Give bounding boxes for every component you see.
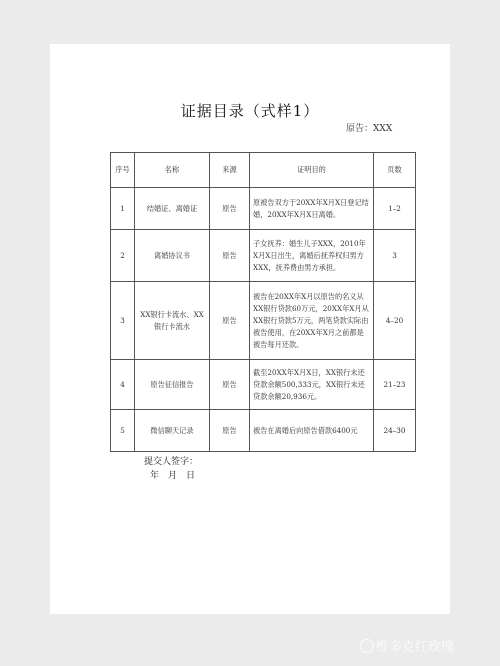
row-no: 4	[111, 360, 135, 410]
row-name: XX银行卡流水、XX银行卡流水	[135, 282, 210, 360]
table-row	[111, 360, 416, 410]
document-page	[50, 44, 450, 614]
header-name: 名称	[135, 153, 210, 188]
header-purpose: 证明目的	[250, 153, 374, 188]
watermark-text: 维多克红玫瑰	[376, 640, 455, 655]
table-row	[111, 230, 416, 282]
header-source: 来源	[210, 153, 250, 188]
row-source: 原告	[210, 188, 250, 230]
row-purpose: 原被告双方于20XX年X月X日登记结婚，20XX年X月X日离婚。	[250, 188, 374, 230]
header-no: 序号	[111, 153, 135, 188]
row-purpose: 被告在离婚后向原告借款6400元	[250, 410, 374, 452]
row-pages: 1–2	[374, 188, 416, 230]
plaintiff-label: 原告：XXX	[346, 124, 393, 134]
row-pages: 3	[374, 230, 416, 282]
document-title: 证据目录（式样1）	[180, 102, 320, 120]
row-pages: 21–23	[374, 360, 416, 410]
row-pages: 24–30	[374, 410, 416, 452]
row-no: 2	[111, 230, 135, 282]
row-no: 1	[111, 188, 135, 230]
table-row	[111, 410, 416, 452]
row-no: 3	[111, 282, 135, 360]
row-purpose: 被告在20XX年X月以原告的名义从XX银行贷款60万元，20XX年X月从XX银行贷款5万元，两笔贷款实际由被告使用，在20XX年X月之前都是被告每月还款。	[250, 282, 374, 360]
row-name: 微信聊天记录	[135, 410, 210, 452]
row-source: 原告	[210, 410, 250, 452]
table-header-row	[111, 153, 416, 188]
row-source: 原告	[210, 360, 250, 410]
table-row	[111, 282, 416, 360]
row-name: 离婚协议书	[135, 230, 210, 282]
row-source: 原告	[210, 230, 250, 282]
header-pages: 页数	[374, 153, 416, 188]
watermark	[360, 636, 454, 655]
row-purpose: 截至20XX年X月X日，XX银行未还贷款余额500,333元，XX银行未还贷款余额20,936元。	[250, 360, 374, 410]
date-label: 年 月 日	[150, 471, 196, 481]
row-purpose: 子女抚养：婚生儿子XXX，2010年X月X日出生，离婚后抚养权归男方XXX，抚养费由男方承担。	[250, 230, 374, 282]
signature-label: 提交人签字：	[144, 457, 199, 467]
table-row	[111, 188, 416, 230]
watermark-logo-icon	[360, 639, 374, 653]
row-pages: 4–20	[374, 282, 416, 360]
row-no: 5	[111, 410, 135, 452]
row-name: 结婚证、离婚证	[135, 188, 210, 230]
evidence-table	[110, 152, 416, 452]
signature-block	[144, 455, 198, 483]
row-source: 原告	[210, 282, 250, 360]
row-name: 原告征信报告	[135, 360, 210, 410]
